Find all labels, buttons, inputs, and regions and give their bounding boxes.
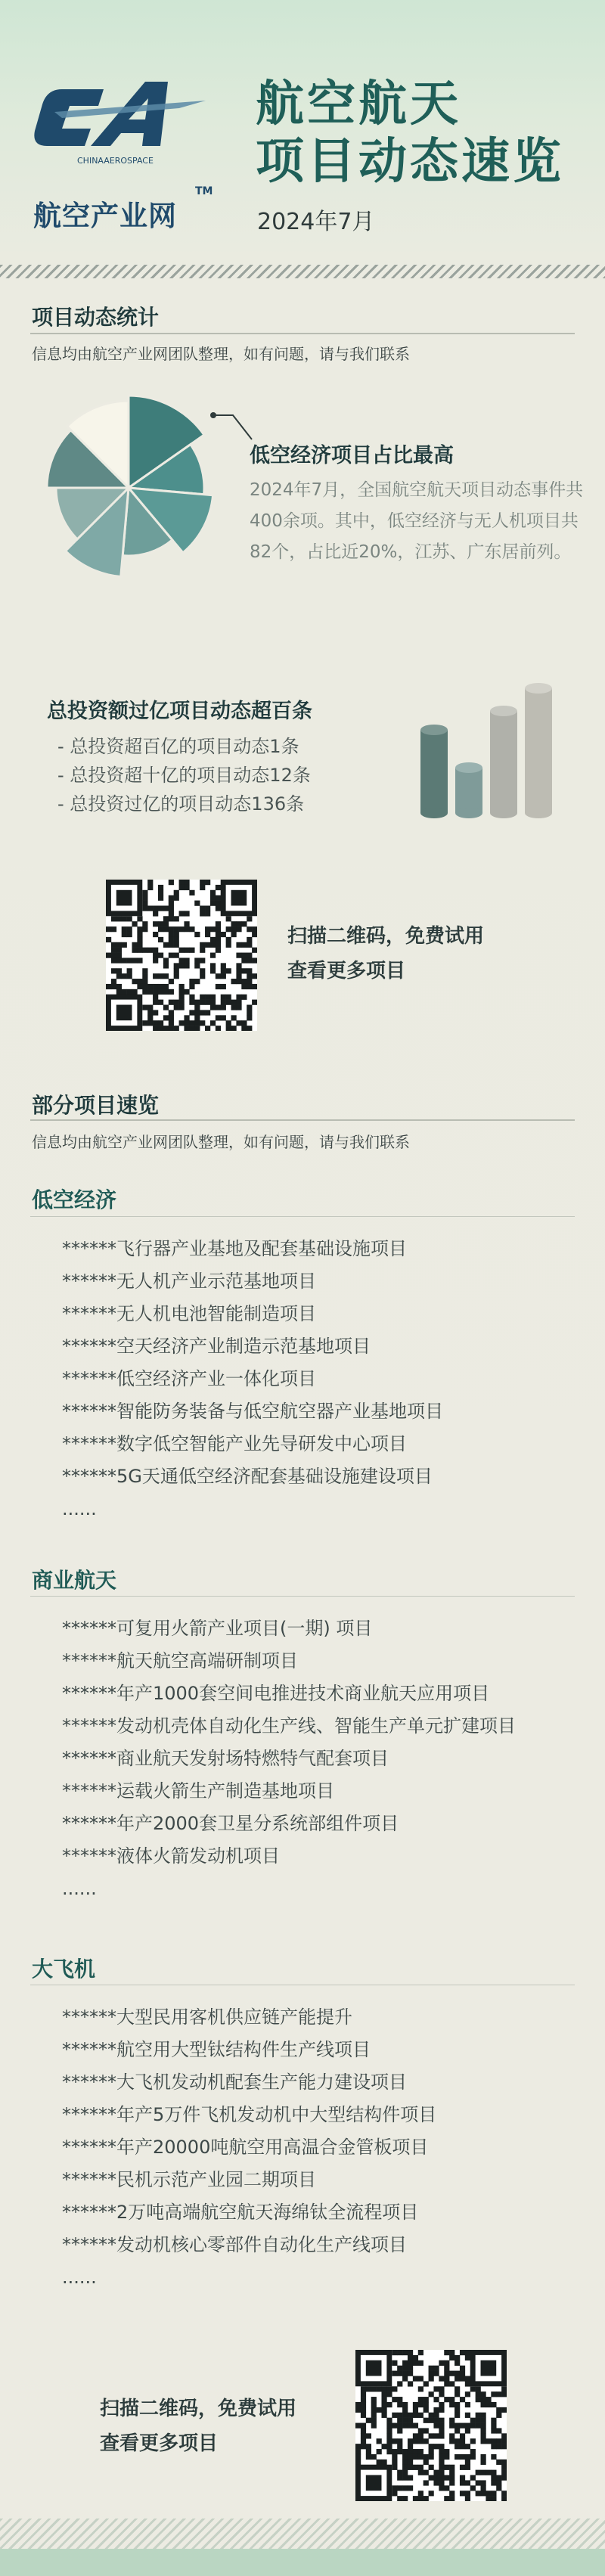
qr-caption-line2: 查看更多项目 bbox=[100, 2432, 219, 2455]
qr-finder-marker bbox=[108, 882, 139, 913]
project-list-low-altitude bbox=[62, 1233, 443, 1525]
category-title-low-altitude: 低空经济 bbox=[32, 1187, 117, 1212]
project-item: ******商业航天发射场特燃特气配套项目 bbox=[62, 1748, 389, 1769]
section-title-projects: 部分项目速览 bbox=[32, 1093, 160, 1118]
project-item: ******数字低空智能产业先导研发中心项目 bbox=[62, 1433, 407, 1454]
project-item: ******运载火箭生产制造基地项目 bbox=[62, 1780, 334, 1802]
project-item: ******年产20000吨航空用高温合金管板项目 bbox=[62, 2137, 429, 2158]
qr-finder-marker bbox=[358, 2467, 389, 2498]
leader-line bbox=[210, 412, 278, 442]
project-item: ******液体火箭发动机项目 bbox=[62, 1845, 280, 1867]
category-rule bbox=[30, 1596, 575, 1597]
project-item: ******可复用火箭产业项目(一期) 项目 bbox=[62, 1618, 373, 1639]
cylinder-bar bbox=[420, 725, 448, 818]
trademark-mark: TM bbox=[195, 185, 213, 197]
page-title bbox=[256, 76, 564, 191]
qr-caption-line2: 查看更多项目 bbox=[287, 960, 406, 982]
qr-finder-marker bbox=[358, 2352, 389, 2383]
section-rule bbox=[30, 1119, 575, 1121]
section-rule bbox=[30, 333, 575, 334]
project-item-ellipsis: ...... bbox=[62, 1498, 97, 1519]
hatch-divider bbox=[0, 265, 605, 278]
project-item: ******发动机壳体自动化生产线、智能生产单元扩建项目 bbox=[62, 1715, 516, 1736]
investment-item: - 总投资超百亿的项目动态1条 bbox=[57, 736, 299, 757]
project-item: ******飞行器产业基地及配套基础设施项目 bbox=[62, 1238, 407, 1259]
project-item: ******智能防务装备与低空航空器产业基地项目 bbox=[62, 1401, 443, 1422]
svg-text:CHINAAEROSPACE: CHINAAEROSPACE bbox=[77, 156, 154, 166]
project-list-large-aircraft bbox=[62, 2001, 436, 2294]
investment-list bbox=[57, 732, 311, 818]
project-item: ******航天航空高端研制项目 bbox=[62, 1650, 298, 1671]
section-title-stats: 项目动态统计 bbox=[32, 305, 160, 330]
project-item: ******5G天通低空经济配套基础设施建设项目 bbox=[62, 1466, 433, 1487]
qr-code[interactable] bbox=[106, 880, 257, 1031]
investment-item: - 总投资超十亿的项目动态12条 bbox=[57, 765, 311, 786]
project-list-commercial-space bbox=[62, 1612, 516, 1905]
qr-finder-marker bbox=[108, 997, 139, 1028]
cylinder-bar bbox=[525, 683, 552, 818]
qr-finder-marker bbox=[473, 2352, 504, 2383]
project-item: ******大飞机发动机配套生产能力建设项目 bbox=[62, 2072, 407, 2093]
project-item: ******无人机电池智能制造项目 bbox=[62, 1303, 316, 1324]
section-note-stats: 信息均由航空产业网团队整理，如有问题，请与我们联系 bbox=[32, 345, 410, 363]
qr-caption bbox=[287, 919, 484, 989]
qr-caption-bottom bbox=[100, 2391, 296, 2461]
page-title-line2: 项目动态速览 bbox=[256, 134, 564, 190]
brand-name: 航空产业网 bbox=[33, 200, 177, 232]
footer-band bbox=[0, 2549, 605, 2576]
cylinder-bar bbox=[490, 706, 517, 818]
project-item-ellipsis: ...... bbox=[62, 2267, 97, 2288]
project-item: ******年产2000套卫星分系统部组件项目 bbox=[62, 1813, 399, 1834]
project-item: ******2万吨高端航空航天海绵钛全流程项目 bbox=[62, 2202, 419, 2223]
category-title-commercial-space: 商业航天 bbox=[32, 1568, 117, 1593]
cylinder-bar bbox=[455, 762, 482, 818]
pie-illustration bbox=[30, 390, 227, 586]
project-item: ******年产1000套空间电推进技术商业航天应用项目 bbox=[62, 1683, 490, 1704]
bar-illustration bbox=[416, 669, 567, 821]
category-title-large-aircraft: 大飞机 bbox=[32, 1957, 96, 1982]
investment-item: - 总投资过亿的项目动态136条 bbox=[57, 793, 305, 815]
page-title-line1: 航空航天 bbox=[256, 76, 461, 132]
project-item: ******大型民用客机供应链产能提升 bbox=[62, 2006, 352, 2028]
project-item: ******航空用大型钛结构件生产线项目 bbox=[62, 2039, 371, 2060]
qr-caption-line1: 扫描二维码，免费试用 bbox=[287, 925, 485, 948]
highlight-title: 低空经济项目占比最高 bbox=[250, 444, 454, 467]
hatch-footer bbox=[0, 2519, 605, 2549]
qr-code-bottom[interactable] bbox=[355, 2350, 507, 2501]
category-rule bbox=[30, 1216, 575, 1217]
section-note-projects: 信息均由航空产业网团队整理，如有问题，请与我们联系 bbox=[32, 1133, 410, 1151]
qr-finder-marker bbox=[223, 882, 254, 913]
highlight-body: 2024年7月，全国航空航天项目动态事件共400余项。其中，低空经济与无人机项目共82个，占比近20%，江苏、广东居前列。 bbox=[250, 480, 584, 562]
qr-caption-line1: 扫描二维码，免费试用 bbox=[100, 2398, 297, 2420]
project-item: ******年产5万件飞机发动机中大型结构件项目 bbox=[62, 2104, 437, 2125]
project-item: ******发动机核心零部件自动化生产线项目 bbox=[62, 2234, 407, 2255]
project-item: ******民机示范产业园二期项目 bbox=[62, 2169, 316, 2190]
project-item: ******低空经济产业一体化项目 bbox=[62, 1368, 316, 1389]
project-item: ******空天经济产业制造示范基地项目 bbox=[62, 1336, 371, 1357]
report-date: 2024年7月 bbox=[257, 209, 375, 235]
investment-title: 总投资额过亿项目动态超百条 bbox=[47, 700, 312, 723]
project-item-ellipsis: ...... bbox=[62, 1878, 97, 1899]
project-item: ******无人机产业示范基地项目 bbox=[62, 1271, 316, 1292]
